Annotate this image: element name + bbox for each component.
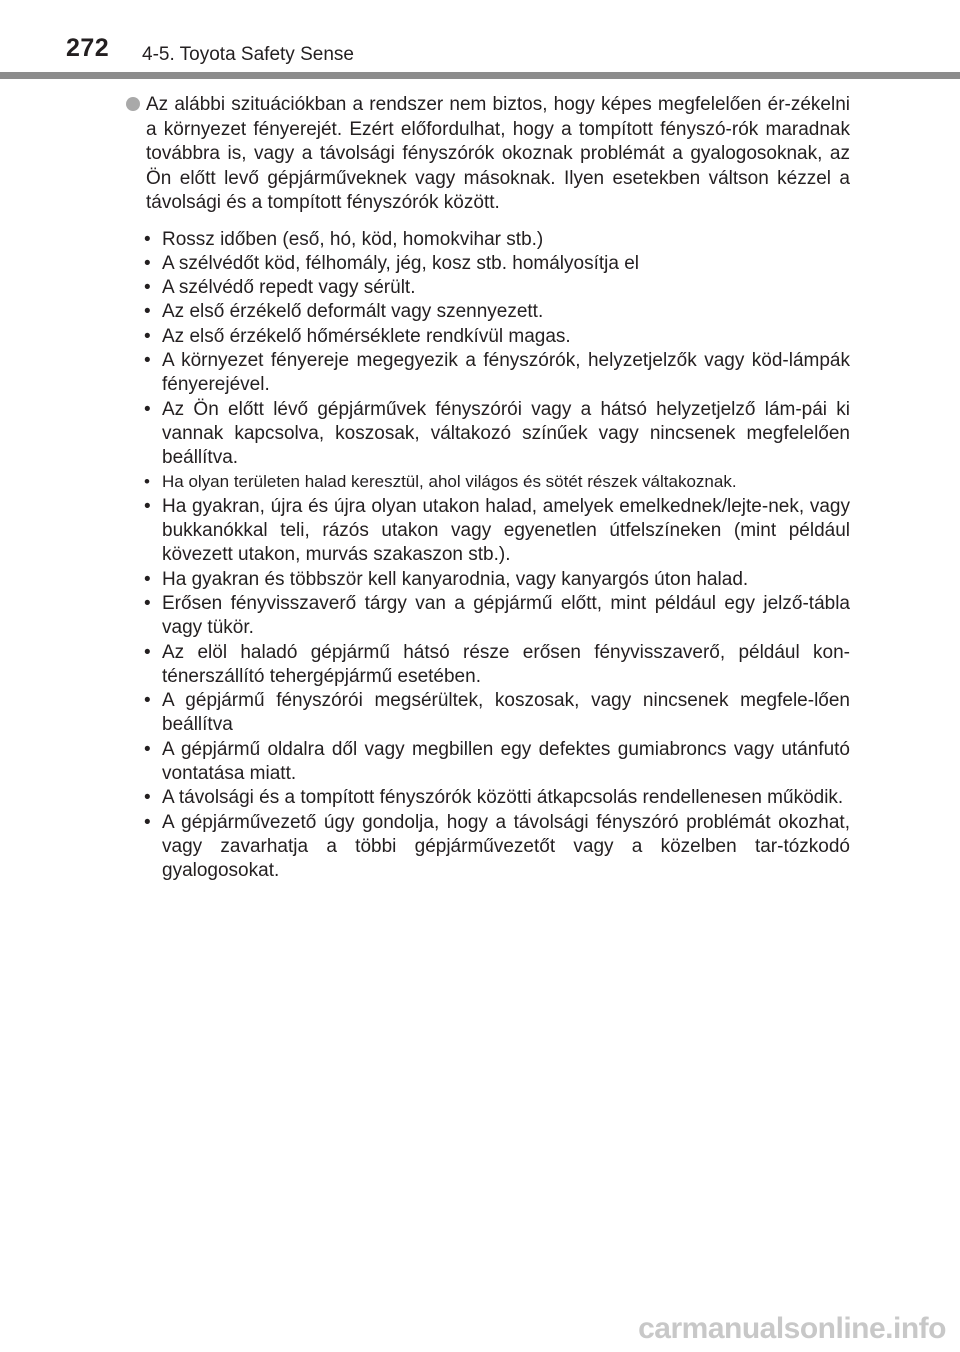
list-item [126, 738, 850, 787]
list-item [126, 398, 850, 471]
list-item [126, 252, 850, 276]
bullet-icon: • [144, 252, 151, 274]
list-item-text: Erősen fényvisszaverő tárgy van a gépjármű előtt, mint például egy jelző-tábla vagy tükör. [162, 592, 850, 639]
list-item-text: Az első érzékelő deformált vagy szennyezett. [162, 301, 544, 323]
intro-paragraph [126, 93, 850, 216]
bullet-icon: • [144, 641, 151, 663]
list-item-text: A szélvédőt köd, félhomály, jég, kosz stb. homályosítja el [162, 252, 639, 274]
bullet-icon: • [144, 811, 151, 833]
list-item [126, 592, 850, 641]
list-item-text: A szélvédő repedt vagy sérült. [162, 277, 416, 299]
page-content [126, 93, 850, 884]
list-item-text: Az elöl haladó gépjármű hátsó része erősen fényvisszaverő, például kon-ténerszállító tehergépjármű esetében. [162, 641, 850, 687]
bullet-icon: • [144, 228, 151, 250]
bullet-icon: • [144, 301, 151, 323]
list-item [126, 300, 850, 324]
bullet-icon: • [144, 325, 151, 347]
page-header [0, 0, 960, 80]
bullet-icon: • [144, 568, 151, 590]
list-item-text: Az Ön előtt lévő gépjárművek fényszórói vagy a hátsó helyzetjelző lám-pái ki vannak kapcsolva, koszosak, váltakozó színűek vagy nincsenek megfelelően beállítva. [162, 398, 850, 469]
watermark: carmanualsonline.info [638, 1312, 946, 1345]
list-item [126, 811, 850, 884]
list-item [126, 786, 850, 810]
bullet-icon: • [144, 690, 151, 712]
bullet-icon: • [144, 349, 151, 371]
intro-text: Az alábbi szituációkban a rendszer nem biztos, hogy képes megfelelően ér-zékelni a környezet fényerejét. Ezért előfordulhat, hogy a tompított fényszó-rók maradnak továbbra is, vagy a távolsági fényszórók okoznak problémát a gyalogosoknak, az Ön előtt levő gépjárműveknek vagy másoknak. Ilyen esetekben váltson kézzel a távolsági és a tompított fényszórók között. [146, 94, 850, 213]
list-item [126, 276, 850, 300]
circle-bullet-icon [126, 97, 140, 111]
list-item-text: Ha gyakran és többször kell kanyarodnia, vagy kanyargós úton halad. [162, 568, 749, 590]
list-item-text: Ha gyakran, újra és újra olyan utakon halad, amelyek emelkednek/lejte-nek, vagy bukkanókkal teli, rázós utakon vagy egyenetlen útfelszíneken (mint például kövezett utakon, murvás szakaszon stb.). [162, 495, 850, 566]
list-item-text: Rossz időben (eső, hó, köd, homokvihar stb.) [162, 228, 544, 250]
section-title: 4-5. Toyota Safety Sense [142, 44, 354, 65]
list-item [126, 495, 850, 568]
condition-list [126, 228, 850, 884]
list-item [126, 568, 850, 592]
list-item [126, 470, 850, 494]
page-number: 272 [66, 34, 110, 62]
list-item-text: A gépjármű oldalra dől vagy megbillen egy defektes gumiabroncs vagy utánfutó vontatása miatt. [162, 738, 850, 785]
list-item [126, 689, 850, 738]
header-divider [0, 72, 960, 79]
list-item-text: Az első érzékelő hőmérséklete rendkívül magas. [162, 325, 571, 347]
list-item-text: A környezet fényereje megegyezik a fényszórók, helyzetjelzők vagy köd-lámpák fényerejével. [162, 349, 850, 396]
bullet-icon: • [144, 495, 151, 517]
list-item-text: Ha olyan területen halad keresztül, ahol világos és sötét részek váltakoznak. [162, 472, 737, 492]
bullet-icon: • [144, 277, 151, 299]
list-item [126, 325, 850, 349]
list-item [126, 349, 850, 398]
bullet-icon: • [144, 738, 151, 760]
bullet-icon: • [144, 592, 151, 614]
list-item-text: A gépjárművezető úgy gondolja, hogy a távolsági fényszóró problémát okozhat, vagy zavarhatja a többi gépjárművezetőt vagy a közelben tar-tózkodó gyalogosokat. [162, 811, 850, 882]
list-item-text: A távolsági és a tompított fényszórók közötti átkapcsolás rendellenesen működik. [162, 787, 844, 809]
bullet-icon: • [144, 398, 151, 420]
bullet-icon: • [144, 787, 151, 809]
list-item [126, 228, 850, 252]
list-item [126, 641, 850, 690]
bullet-icon: • [144, 472, 150, 492]
list-item-text: A gépjármű fényszórói megsérültek, koszosak, vagy nincsenek megfele-lően beállítva [162, 690, 850, 736]
